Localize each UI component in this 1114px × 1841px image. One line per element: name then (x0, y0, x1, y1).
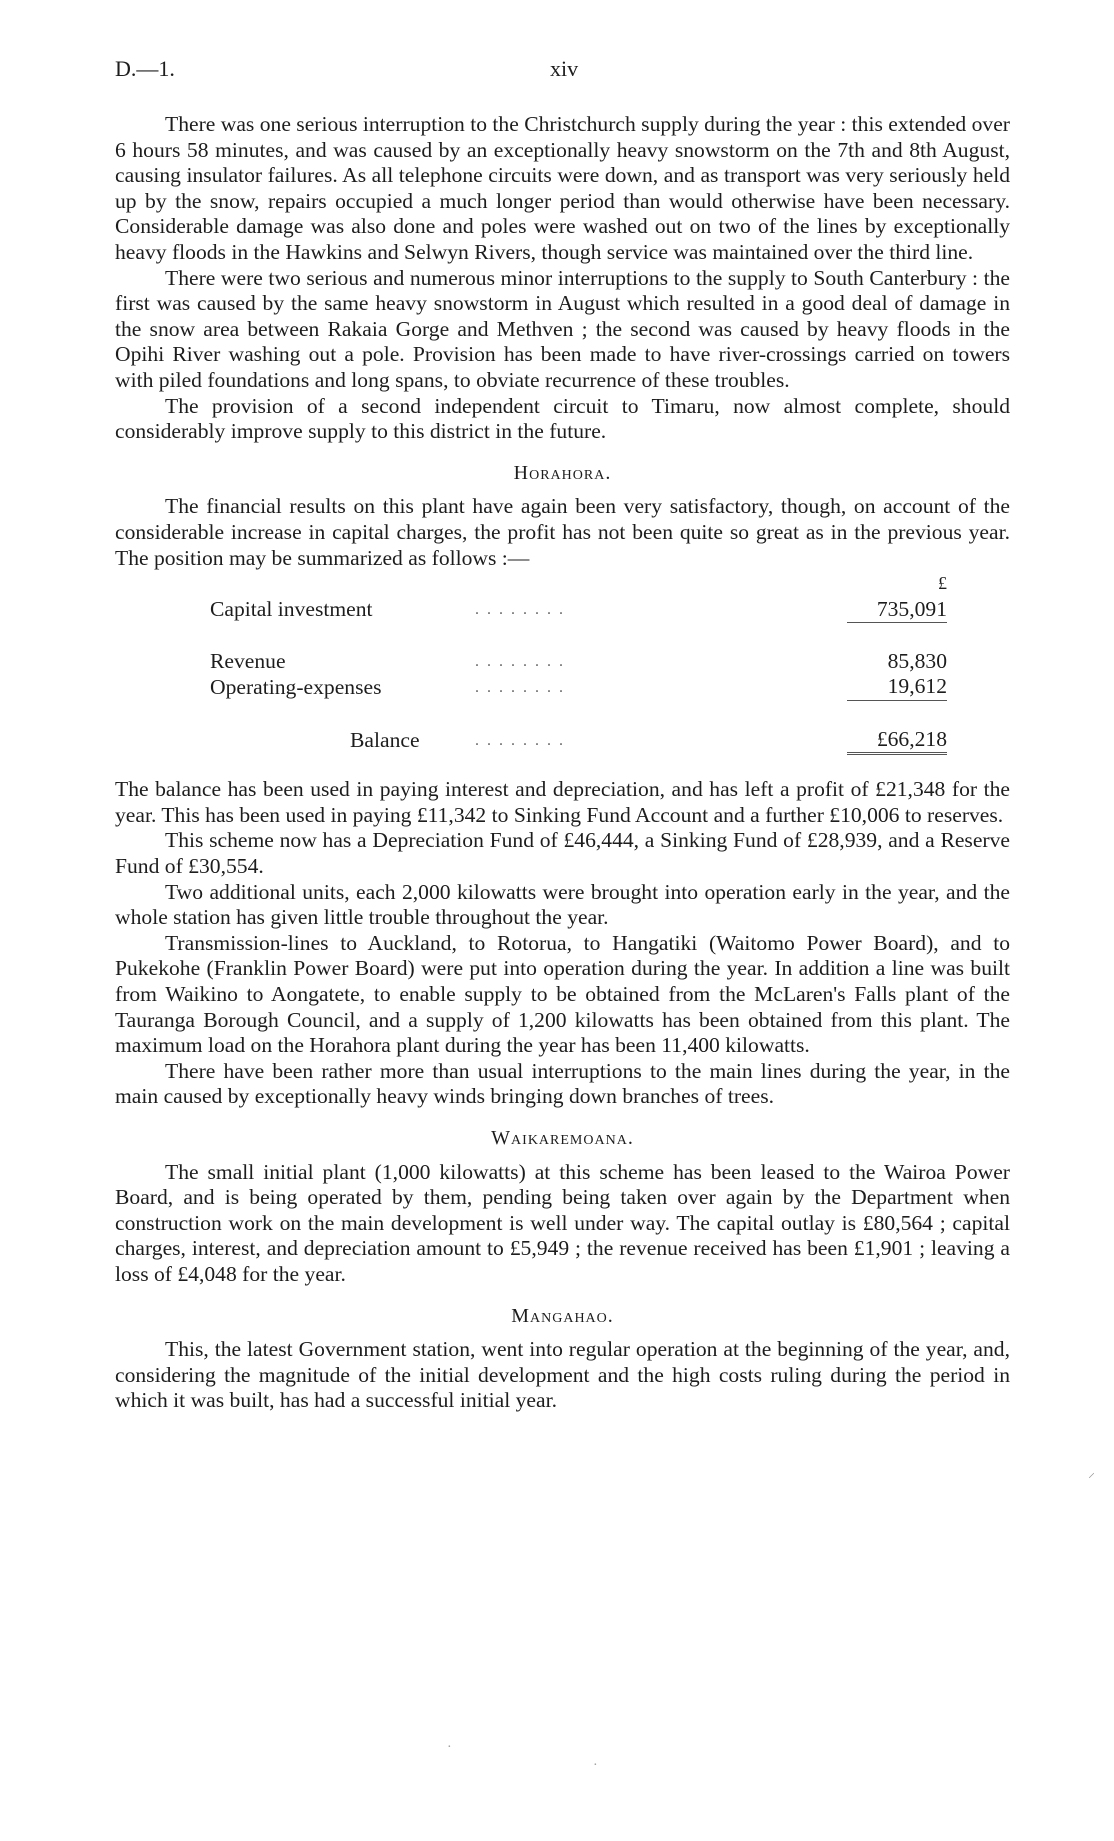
operating-expenses-row (210, 674, 947, 700)
revenue-value: 85,830 (887, 648, 947, 673)
balance-value: £66,218 (847, 727, 947, 754)
capital-label: Capital investment (210, 597, 373, 622)
scan-speck: · (447, 1740, 452, 1755)
leader-dots: . . . . . . . . (475, 652, 565, 670)
operating-expenses-value: 19,612 (847, 674, 947, 700)
currency-symbol: £ (938, 573, 947, 594)
balance-row (210, 727, 947, 754)
mangahao-paragraph: This, the latest Government station, went into regular operation at the beginning of the year, and, considering the magnitude of the initial development and the high costs ruling during the period in which it was built, has had a successful initial year. (115, 1337, 1010, 1413)
document-reference: D.—1. (115, 56, 175, 81)
operating-expenses-label: Operating-expenses (210, 674, 382, 699)
page-number: xiv (550, 56, 579, 81)
horahora-interruptions-paragraph: There have been rather more than usual interruptions to the main lines during the year, in the main caused by exceptionally heavy winds bringing down branches of trees. (115, 1058, 1010, 1109)
leader-dots: . . . . . . . . (475, 678, 565, 696)
revenue-label: Revenue (210, 648, 286, 673)
margin-mark: ⸝ (1088, 1466, 1095, 1481)
balance-label: Balance (350, 728, 420, 753)
south-canterbury-paragraph: There were two serious and numerous minor interruptions to the supply to South Canterbury : the first was caused by the same heavy snowstorm in August which resulted in a good deal of damage in the snow area between Rakaia Gorge and Methven ; the second was caused by heavy floods in the Opihi River washing out a pole. Provision has been made to have river-crossings carried on towers with piled foundations and long spans, to obviate recurrence of these troubles. (115, 265, 1010, 392)
scan-speck: · (593, 1758, 598, 1773)
horahora-heading: Horahora. (513, 461, 612, 484)
waikaremoana-paragraph: The small initial plant (1,000 kilowatts) at this scheme has been leased to the Wairoa Power Board, and is being operated by them, pending being taken over again by the Department when construction work on the main development is well under way. The capital outlay is £80,564 ; capital charges, interest, and depreciation amount to £5,949 ; the revenue received has been £1,901 ; leaving a loss of £4,048 for the year. (115, 1159, 1010, 1286)
document-body (115, 112, 1010, 1414)
mangahao-heading: Mangahao. (511, 1304, 614, 1327)
leader-dots: . . . . . . . . (475, 601, 565, 619)
currency-row (210, 571, 947, 597)
timaru-paragraph: The provision of a second independent circuit to Timaru, now almost complete, should considerably improve supply to this district in the future. (115, 393, 1010, 444)
christchurch-paragraph: There was one serious interruption to the Christchurch supply during the year : this extended over 6 hours 58 minutes, and was caused by an exceptionally heavy snowstorm on the 7th and 8th August, causing insulator failures. As all telephone circuits were down, and as transport was very seriously held up by the snow, repairs occupied a much longer period than would otherwise have been necessary. Considerable damage was also done and poles were washed out on two of the lines by exceptionally heavy floods in the Hawkins and Selwyn Rivers, though service was maintained over the third line. (115, 112, 1010, 264)
horahora-financial-table (210, 571, 947, 755)
horahora-funds-paragraph: This scheme now has a Depreciation Fund of £46,444, a Sinking Fund of £28,939, and a Reserve Fund of £30,554. (115, 828, 1010, 879)
capital-value: 735,091 (847, 597, 947, 623)
horahora-intro-paragraph: The financial results on this plant have again been very satisfactory, though, on account of the considerable increase in capital charges, the profit has not been quite so great as in the previous year. The position may be summarized as follows :— (115, 494, 1010, 570)
horahora-transmission-paragraph: Transmission-lines to Auckland, to Rotorua, to Hangatiki (Waitomo Power Board), and to Pukekohe (Franklin Power Board) were put into operation during the year. In addition a line was built from Waikino to Aongatete, to enable supply to be obtained from the McLaren's Falls plant of the Tauranga Borough Council, and a supply of 1,200 kilowatts has been obtained from this plant. The maximum load on the Horahora plant during the year has been 11,400 kilowatts. (115, 930, 1010, 1058)
horahora-balance-paragraph: The balance has been used in paying interest and depreciation, and has left a profit of £21,348 for the year. This has been used in paying £11,342 to Sinking Fund Account and a further £10,006 to reserves. (115, 777, 1010, 827)
horahora-units-paragraph: Two additional units, each 2,000 kilowatts were brought into operation early in the year, and the whole station has given little trouble throughout the year. (115, 879, 1010, 930)
page-header (115, 56, 1015, 86)
leader-dots: . . . . . . . . (475, 732, 565, 750)
capital-row (210, 597, 947, 623)
waikaremoana-heading: Waikaremoana. (491, 1126, 634, 1149)
revenue-row (210, 649, 947, 675)
